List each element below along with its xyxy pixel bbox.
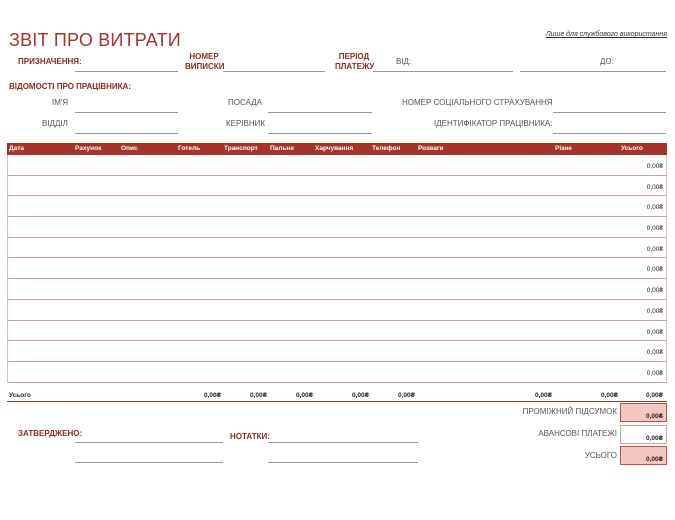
advances-box[interactable]: [620, 425, 667, 444]
row-total: 0,00₴: [646, 183, 663, 191]
total-misc: 0,00₴: [601, 392, 618, 399]
total-entertainment: 0,00₴: [535, 392, 552, 399]
notes-field-2[interactable]: [268, 462, 418, 463]
totals-label: Усього: [9, 392, 31, 399]
row-total: 0,00₴: [646, 245, 663, 253]
purpose-label: ПРИЗНАЧЕННЯ:: [18, 57, 82, 66]
notes-field-1[interactable]: [268, 442, 418, 443]
row-total: 0,00₴: [646, 287, 663, 295]
employee-id-label: ІДЕНТИФІКАТОР ПРАЦІВНИКА:: [434, 119, 553, 128]
from-label: ВІД:: [396, 57, 412, 66]
table-row[interactable]: [7, 196, 667, 217]
col-misc: Різне: [555, 145, 572, 152]
subtotal-value: 0,00₴: [646, 413, 663, 420]
department-label: ВІДДІЛ: [42, 119, 68, 128]
manager-field[interactable]: [268, 133, 372, 134]
row-total: 0,00₴: [646, 349, 663, 357]
manager-label: КЕРІВНИК: [226, 119, 266, 128]
col-total: Усього: [621, 145, 643, 152]
table-row[interactable]: [7, 279, 667, 300]
expense-table: [7, 143, 667, 383]
subtotal-label: ПРОМІЖНИЙ ПІДСУМОК: [522, 407, 617, 416]
table-row[interactable]: [7, 300, 667, 321]
ssn-field[interactable]: [553, 112, 666, 113]
col-hotel: Готель: [178, 145, 201, 152]
advances-value: 0,00₴: [646, 435, 663, 442]
table-row[interactable]: [7, 238, 667, 259]
report-title: ЗВІТ ПРО ВИТРАТИ: [9, 30, 181, 50]
purpose-field[interactable]: [75, 71, 178, 72]
row-total: 0,00₴: [646, 328, 663, 336]
position-label: ПОСАДА: [228, 98, 262, 107]
position-field[interactable]: [268, 112, 372, 113]
from-field[interactable]: [373, 71, 513, 72]
statement-number-field[interactable]: [223, 71, 325, 72]
col-transport: Транспорт: [224, 145, 258, 152]
total-fuel: 0,00₴: [296, 392, 313, 399]
col-description: Опис: [121, 145, 138, 152]
total-value: 0,00₴: [646, 456, 663, 463]
table-row[interactable]: [7, 341, 667, 362]
col-account: Рахунок: [75, 145, 102, 152]
col-fuel: Пальне: [270, 145, 294, 152]
total-transport: 0,00₴: [250, 392, 267, 399]
department-field[interactable]: [75, 133, 178, 134]
col-meals: Харчування: [315, 145, 354, 152]
advances-label: АВАНСОВІ ПЛАТЕЖІ: [538, 429, 617, 438]
to-label: ДО:: [600, 57, 614, 66]
total-hotel: 0,00₴: [204, 392, 221, 399]
total-box: [620, 446, 667, 465]
row-total: 0,00₴: [646, 369, 663, 377]
name-field[interactable]: [75, 112, 178, 113]
totals-row: [7, 392, 667, 402]
col-date: Дата: [9, 145, 25, 152]
table-row[interactable]: [7, 321, 667, 342]
total-grand: 0,00₴: [646, 392, 663, 399]
total-phone: 0,00₴: [398, 392, 415, 399]
pay-period-label: ПЕРІОД ПЛАТЕЖУ: [335, 52, 375, 71]
col-entertainment: Розваги: [418, 145, 444, 152]
table-row[interactable]: [7, 155, 667, 176]
subtotal-box: [620, 403, 667, 422]
to-field[interactable]: [520, 71, 666, 72]
statement-number-label: НОМЕР ВИПИСКИ: [185, 52, 225, 71]
table-header: [7, 143, 667, 155]
office-use-note: Лише для службового використання: [545, 31, 667, 38]
table-row[interactable]: [7, 258, 667, 279]
total-meals: 0,00₴: [352, 392, 369, 399]
table-row[interactable]: [7, 176, 667, 197]
col-phone: Телефон: [372, 145, 401, 152]
approved-field-2[interactable]: [75, 462, 223, 463]
row-total: 0,00₴: [646, 307, 663, 315]
employee-section-label: ВІДОМОСТІ ПРО ПРАЦІВНИКА:: [9, 82, 131, 91]
table-row[interactable]: [7, 217, 667, 238]
approved-field-1[interactable]: [75, 442, 223, 443]
row-total: 0,00₴: [646, 204, 663, 212]
notes-label: НОТАТКИ:: [230, 432, 270, 441]
row-total: 0,00₴: [646, 225, 663, 233]
total-label: УСЬОГО: [584, 451, 617, 460]
approved-label: ЗАТВЕРДЖЕНО:: [18, 429, 83, 438]
ssn-label: НОМЕР СОЦІАЛЬНОГО СТРАХУВАННЯ: [402, 98, 553, 107]
row-total: 0,00₴: [646, 163, 663, 170]
table-row[interactable]: [7, 362, 667, 383]
employee-id-field[interactable]: [553, 133, 666, 134]
row-total: 0,00₴: [646, 266, 663, 274]
name-label: ІМ'Я: [52, 98, 69, 107]
